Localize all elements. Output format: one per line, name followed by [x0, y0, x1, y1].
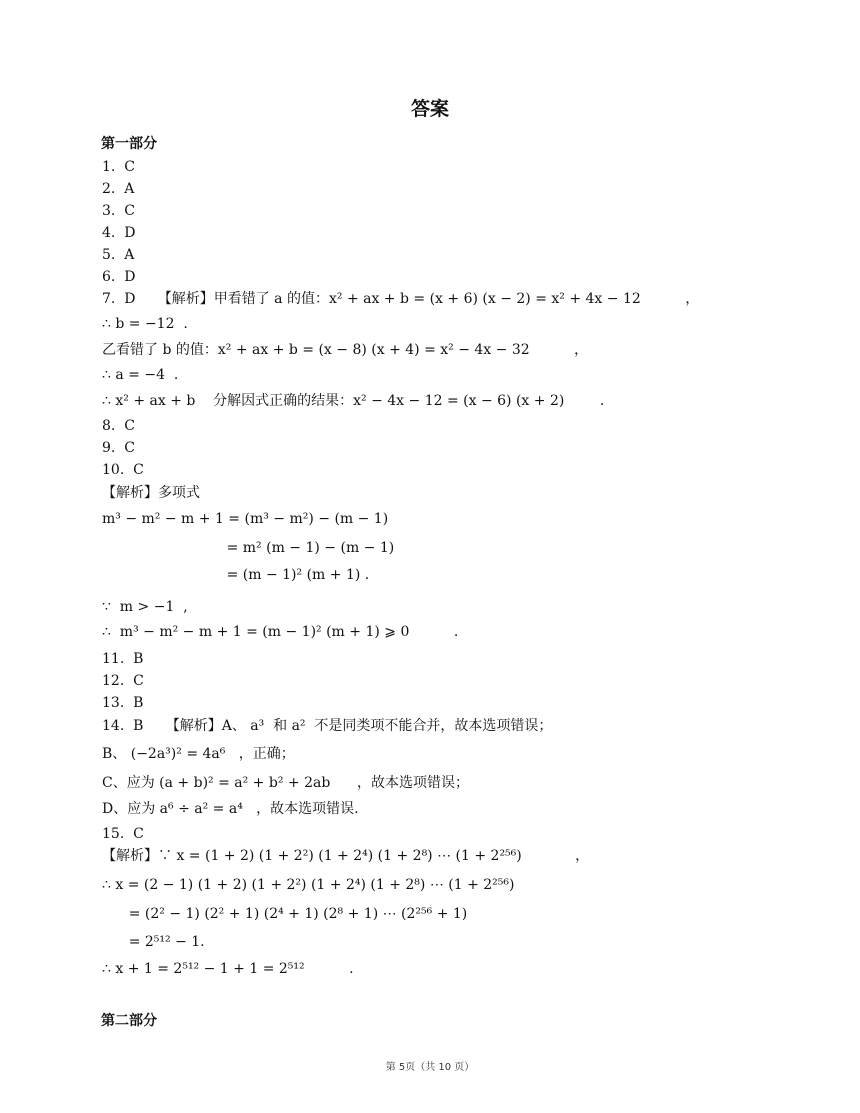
solution-line: ∴ x = (2 − 1) (1 + 2) (1 + 2²) (1 + 2⁴) (1 + 2⁸) ⋯ (1 + 2²⁵⁶) [102, 877, 515, 893]
solution-line: D、应为 a⁶ ÷ a² = a⁴ ，故本选项错误. [102, 801, 359, 817]
answer-line-9: 9. C [102, 440, 135, 456]
answer-line-6: 6. D [102, 269, 136, 285]
solution-line: = (2² − 1) (2² + 1) (2⁴ + 1) (2⁸ + 1) ⋯ (2²⁵⁶ + 1) [102, 906, 468, 922]
answer-line-2: 2. A [102, 181, 135, 197]
answer-line-5: 5. A [102, 247, 135, 263]
solution-line: ∴ x + 1 = 2⁵¹² − 1 + 1 = 2⁵¹² . [102, 961, 354, 977]
answer-line-12: 12. C [102, 673, 144, 689]
answer-line-7: 7. D 【解析】甲看错了 a 的值：x² + ax + b = (x + 6) (x − 2) = x² + 4x − 12 ， [102, 291, 700, 307]
answer-line-11: 11. B [102, 651, 144, 667]
answer-line-13: 13. B [102, 695, 144, 711]
answer-line-8: 8. C [102, 418, 135, 434]
solution-line: ∴ a = −4 . [102, 367, 179, 383]
answer-line-14: 14. B 【解析】A、 a³ 和 a² 不是同类项不能合并，故本选项错误； [102, 718, 553, 734]
solution-line: ∵ m > −1 , [102, 599, 188, 615]
answer-line-1: 1. C [102, 159, 135, 175]
solution-line: ∴ x² + ax + b 分解因式正确的结果：x² − 4x − 12 = (x − 6) (x + 2) . [102, 393, 605, 409]
answer-line-15: 15. C [102, 826, 144, 842]
solution-line: 【解析】∵ x = (1 + 2) (1 + 2²) (1 + 2⁴) (1 + 2⁸) ⋯ (1 + 2²⁵⁶) ， [102, 848, 590, 864]
solution-line: ∴ m³ − m² − m + 1 = (m − 1)² (m + 1) ⩾ 0 . [102, 624, 459, 640]
answer-line-4: 4. D [102, 225, 136, 241]
answer-line-10: 10. C [102, 462, 144, 478]
solution-line: = 2⁵¹² − 1. [102, 934, 205, 950]
page-title: 答案 [410, 98, 449, 120]
solution-line: B、 (−2a³)² = 4a⁶ ，正确； [102, 746, 295, 762]
section-heading-part-1: 第一部分 [101, 136, 157, 152]
solution-line: = m² (m − 1) − (m − 1) [102, 540, 395, 556]
solution-line: C、应为 (a + b)² = a² + b² + 2ab ，故本选项错误； [102, 775, 469, 791]
section-heading-part-2: 第二部分 [101, 1013, 157, 1029]
answer-line-3: 3. C [102, 203, 135, 219]
solution-line: = (m − 1)² (m + 1) . [102, 567, 370, 583]
solution-line: m³ − m² − m + 1 = (m³ − m²) − (m − 1) [102, 511, 389, 527]
page-footer: 第 5页（共 10 页） [385, 1062, 475, 1073]
solution-line: 【解析】多项式 [102, 485, 200, 501]
solution-line: ∴ b = −12 . [102, 316, 188, 332]
solution-line: 乙看错了 b 的值：x² + ax + b = (x − 8) (x + 4) = x² − 4x − 32 ， [102, 342, 589, 358]
